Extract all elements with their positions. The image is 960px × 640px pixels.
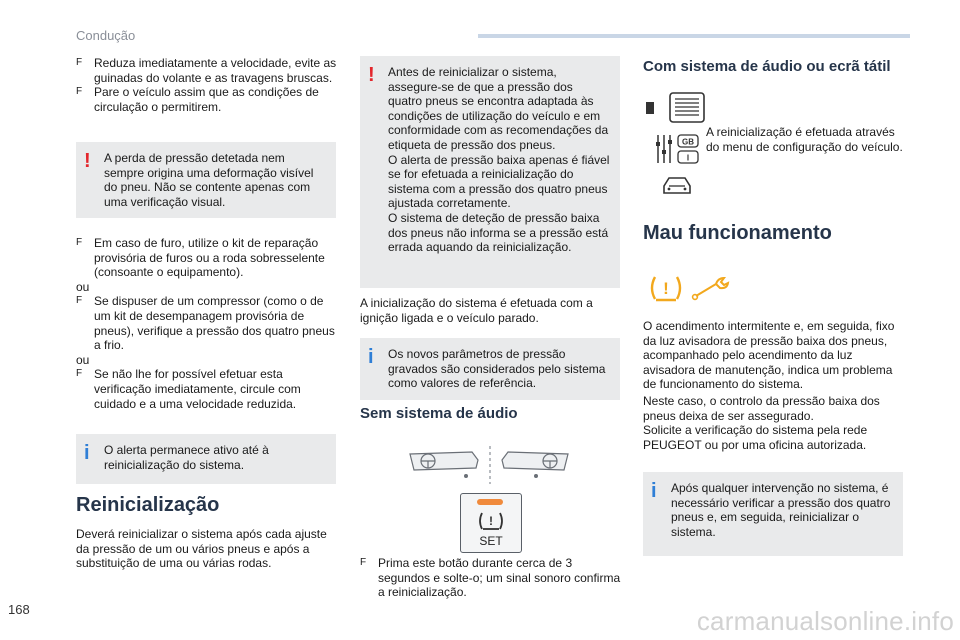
wrench-service-icon: [690, 276, 730, 302]
info-box: [643, 472, 903, 556]
watermark: carmanualsonline.info: [696, 606, 954, 636]
info-icon: i: [84, 442, 90, 464]
bullet-text: Em caso de furo, utilize o kit de reparação provisória de furos ou a roda sobresselente (consoante o equipamento).: [94, 236, 325, 280]
bullet-text: Se dispuser de um compressor (como o de um kit de desempanagem provisória de pneus), verifique a pressão dos quatro pneus a frio.: [94, 294, 335, 353]
page-header-title: Condução: [76, 28, 136, 43]
warning-icon: !: [84, 150, 91, 172]
warning-text: A perda de pressão detetada nem sempre origina uma deformação visível do pneu. Não se contente apenas com uma verificação visual.: [104, 151, 314, 209]
header-bar: [478, 34, 910, 38]
car-icon: [660, 174, 694, 196]
bullet-text: Se não lhe for possível efetuar esta verificação imediatamente, circule com cuidado e a uma velocidade reduzida.: [94, 367, 301, 411]
bullet-item: [76, 294, 338, 352]
info-box: [76, 434, 336, 484]
col1-bullets-b: [76, 236, 338, 411]
bullet-item: [76, 367, 338, 411]
subsection-title-sem-audio: Sem sistema de áudio: [360, 405, 518, 422]
col1-bullets-a: [76, 56, 338, 114]
subsection-title-com-audio: Com sistema de áudio ou ecrã tátil: [643, 58, 891, 75]
bullet-text: Pare o veículo assim que as condições de circulação o permitirem.: [94, 85, 319, 114]
info-icon: i: [651, 480, 657, 502]
audio-system-text: A reinicialização é efetuada através do menu de configuração do veículo.: [706, 125, 903, 154]
bullet-marker-icon: F: [360, 557, 367, 568]
section-title-reinicializacao: Reinicialização: [76, 494, 220, 516]
reinicializacao-text: Deverá reinicializar o sistema após cada ajuste da pressão de um ou vários pneus e após a substituição de uma ou várias rodas.: [76, 527, 327, 571]
set-indicator-light: [477, 499, 503, 505]
bullet-marker-icon: F: [76, 368, 83, 380]
or-text: ou: [76, 279, 90, 294]
tpms-warning-icon: [479, 511, 503, 531]
warning-icon: !: [368, 64, 375, 86]
tpms-amber-warning-icon: [650, 275, 682, 303]
right-control-icon: [502, 452, 568, 478]
press-bullet: [360, 556, 622, 600]
settings-sliders-icon: [656, 132, 700, 166]
malfunction-text-1: O acendimento intermitente e, em seguida, fixo da luz avisadora de pressão baixa dos pneus, acompanhado pelo acendimento da luz avisadora de manutenção, indica um problema de funcionamento do sistema.: [643, 319, 895, 392]
bullet-item: [360, 556, 622, 600]
info-icon: i: [368, 346, 374, 368]
section-title-mau-funcionamento: Mau funcionamento: [643, 222, 832, 244]
dashboard-controls-illustration: [404, 440, 574, 486]
touchscreen-icon: [646, 92, 708, 124]
bullet-marker-icon: F: [76, 237, 83, 248]
bullet-item: [76, 56, 338, 85]
bullet-text: Prima este botão durante cerca de 3 segundos e solte-o; um sinal sonoro confirma a reinicialização.: [378, 556, 621, 600]
i-label: I: [686, 153, 690, 163]
warning-box: [360, 56, 620, 288]
tpms-exclaim-mark: !: [489, 514, 493, 528]
info-box: [360, 338, 620, 400]
bullet-item: [76, 236, 338, 280]
bullet-marker-icon: F: [76, 57, 83, 68]
malfunction-text-2: Neste caso, o controlo da pressão baixa dos pneus deixa de ser assegurado. Solicite a verificação do sistema pela rede PEUGEOT ou por uma oficina autorizada.: [643, 394, 880, 452]
initialization-text: A inicialização do sistema é efetuada com a ignição ligada e o veículo parado.: [360, 296, 593, 325]
bullet-text: Reduza imediatamente a velocidade, evite as guinadas do volante e as travagens bruscas.: [94, 56, 337, 85]
page-number: 168: [8, 602, 30, 617]
bullet-item: [76, 85, 338, 114]
or-text: ou: [76, 352, 90, 367]
warning-box: [76, 142, 336, 218]
warning-text: Antes de reinicializar o sistema, assegure-se de que a pressão dos quatro pneus se encontra adaptada às condições de utilização do veículo e em conformidade com as recomendações da etiqueta de pressão dos pneus. O alerta de pressão baixa apenas é fiável se for efetuada a reinicialização do sistema com a pressão dos quatro pneus ajustada corretamente. O sistema de deteção de pressão baixa dos pneus não informa se a pressão está errada aquando da reinicialização.: [388, 65, 610, 255]
info-text: Após qualquer intervenção no sistema, é necessário verificar a pressão dos quatro pneus e, em seguida, reinicializar o sistema.: [671, 481, 891, 539]
left-control-icon: [410, 452, 478, 478]
set-button[interactable]: [460, 493, 522, 553]
tpms-exclaim-mark: !: [663, 279, 669, 298]
bullet-marker-icon: F: [76, 295, 83, 307]
info-text: Os novos parâmetros de pressão gravados são considerados pelo sistema como valores de referência.: [388, 347, 606, 391]
set-label: SET: [479, 534, 503, 548]
bullet-marker-icon: F: [76, 86, 83, 98]
info-text: O alerta permanece ativo até à reinicialização do sistema.: [104, 443, 269, 472]
gb-label: GB: [682, 137, 694, 147]
